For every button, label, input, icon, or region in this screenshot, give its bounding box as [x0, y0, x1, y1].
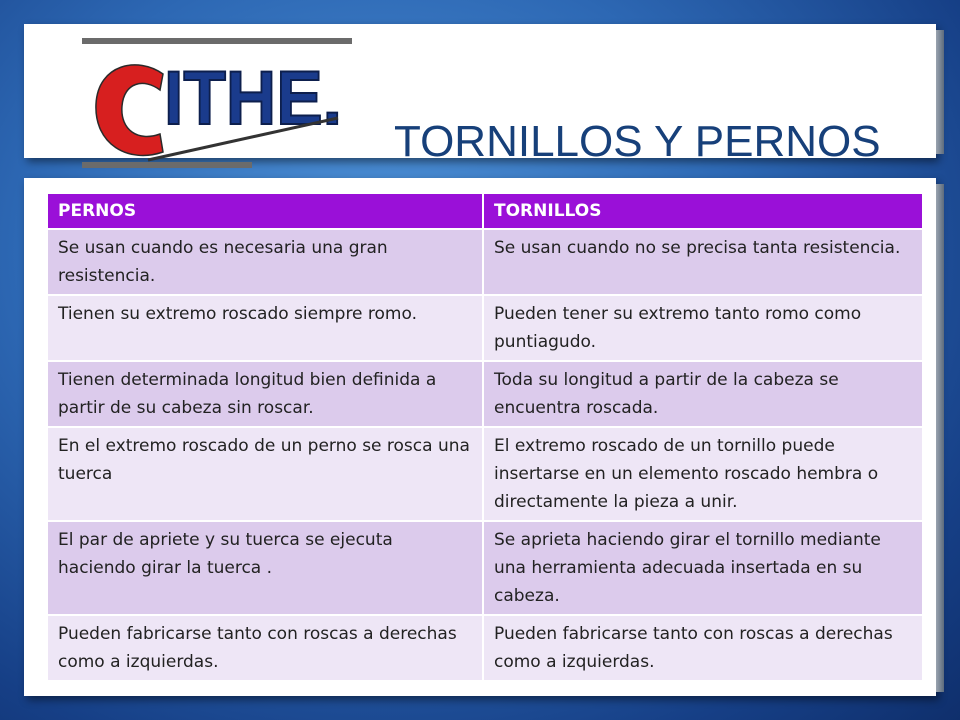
table-row — [47, 229, 923, 295]
cell-tornillos: Se usan cuando no se precisa tanta resistencia. — [483, 229, 923, 295]
cell-tornillos: Toda su longitud a partir de la cabeza se encuentra roscada. — [483, 361, 923, 427]
table-row — [47, 361, 923, 427]
table-panel — [24, 178, 936, 696]
page-title: TORNILLOS Y PERNOS — [394, 117, 881, 166]
cell-pernos: Tienen su extremo roscado siempre romo. — [47, 295, 483, 361]
table-row — [47, 295, 923, 361]
cell-pernos: Tienen determinada longitud bien definida a partir de su cabeza sin roscar. — [47, 361, 483, 427]
logo-letters: ITHE. — [164, 56, 342, 141]
table-row — [47, 521, 923, 615]
cell-pernos: Se usan cuando es necesaria una gran resistencia. — [47, 229, 483, 295]
table-row — [47, 615, 923, 681]
logo-c-shape — [96, 65, 163, 156]
cell-tornillos: Se aprieta haciendo girar el tornillo mediante una herramienta adecuada insertada en su cabeza. — [483, 521, 923, 615]
cell-pernos: El par de apriete y su tuerca se ejecuta haciendo girar la tuerca . — [47, 521, 483, 615]
header-pernos: PERNOS — [47, 193, 483, 229]
logo-bottom-bar — [82, 162, 252, 168]
title-panel — [24, 24, 936, 166]
comparison-table — [46, 192, 924, 682]
cell-tornillos: Pueden tener su extremo tanto romo como puntiagudo. — [483, 295, 923, 361]
cell-pernos: En el extremo roscado de un perno se rosca una tuerca — [47, 427, 483, 521]
table-header-row — [47, 193, 923, 229]
cell-tornillos: El extremo roscado de un tornillo puede insertarse en un elemento roscado hembra o directamente la pieza a unir. — [483, 427, 923, 521]
cell-tornillos: Pueden fabricarse tanto con roscas a derechas como a izquierdas. — [483, 615, 923, 681]
cithe-logo — [68, 34, 358, 184]
table-row — [47, 427, 923, 521]
header-tornillos: TORNILLOS — [483, 193, 923, 229]
logo-top-bar — [82, 38, 352, 44]
cell-pernos: Pueden fabricarse tanto con roscas a derechas como a izquierdas. — [47, 615, 483, 681]
